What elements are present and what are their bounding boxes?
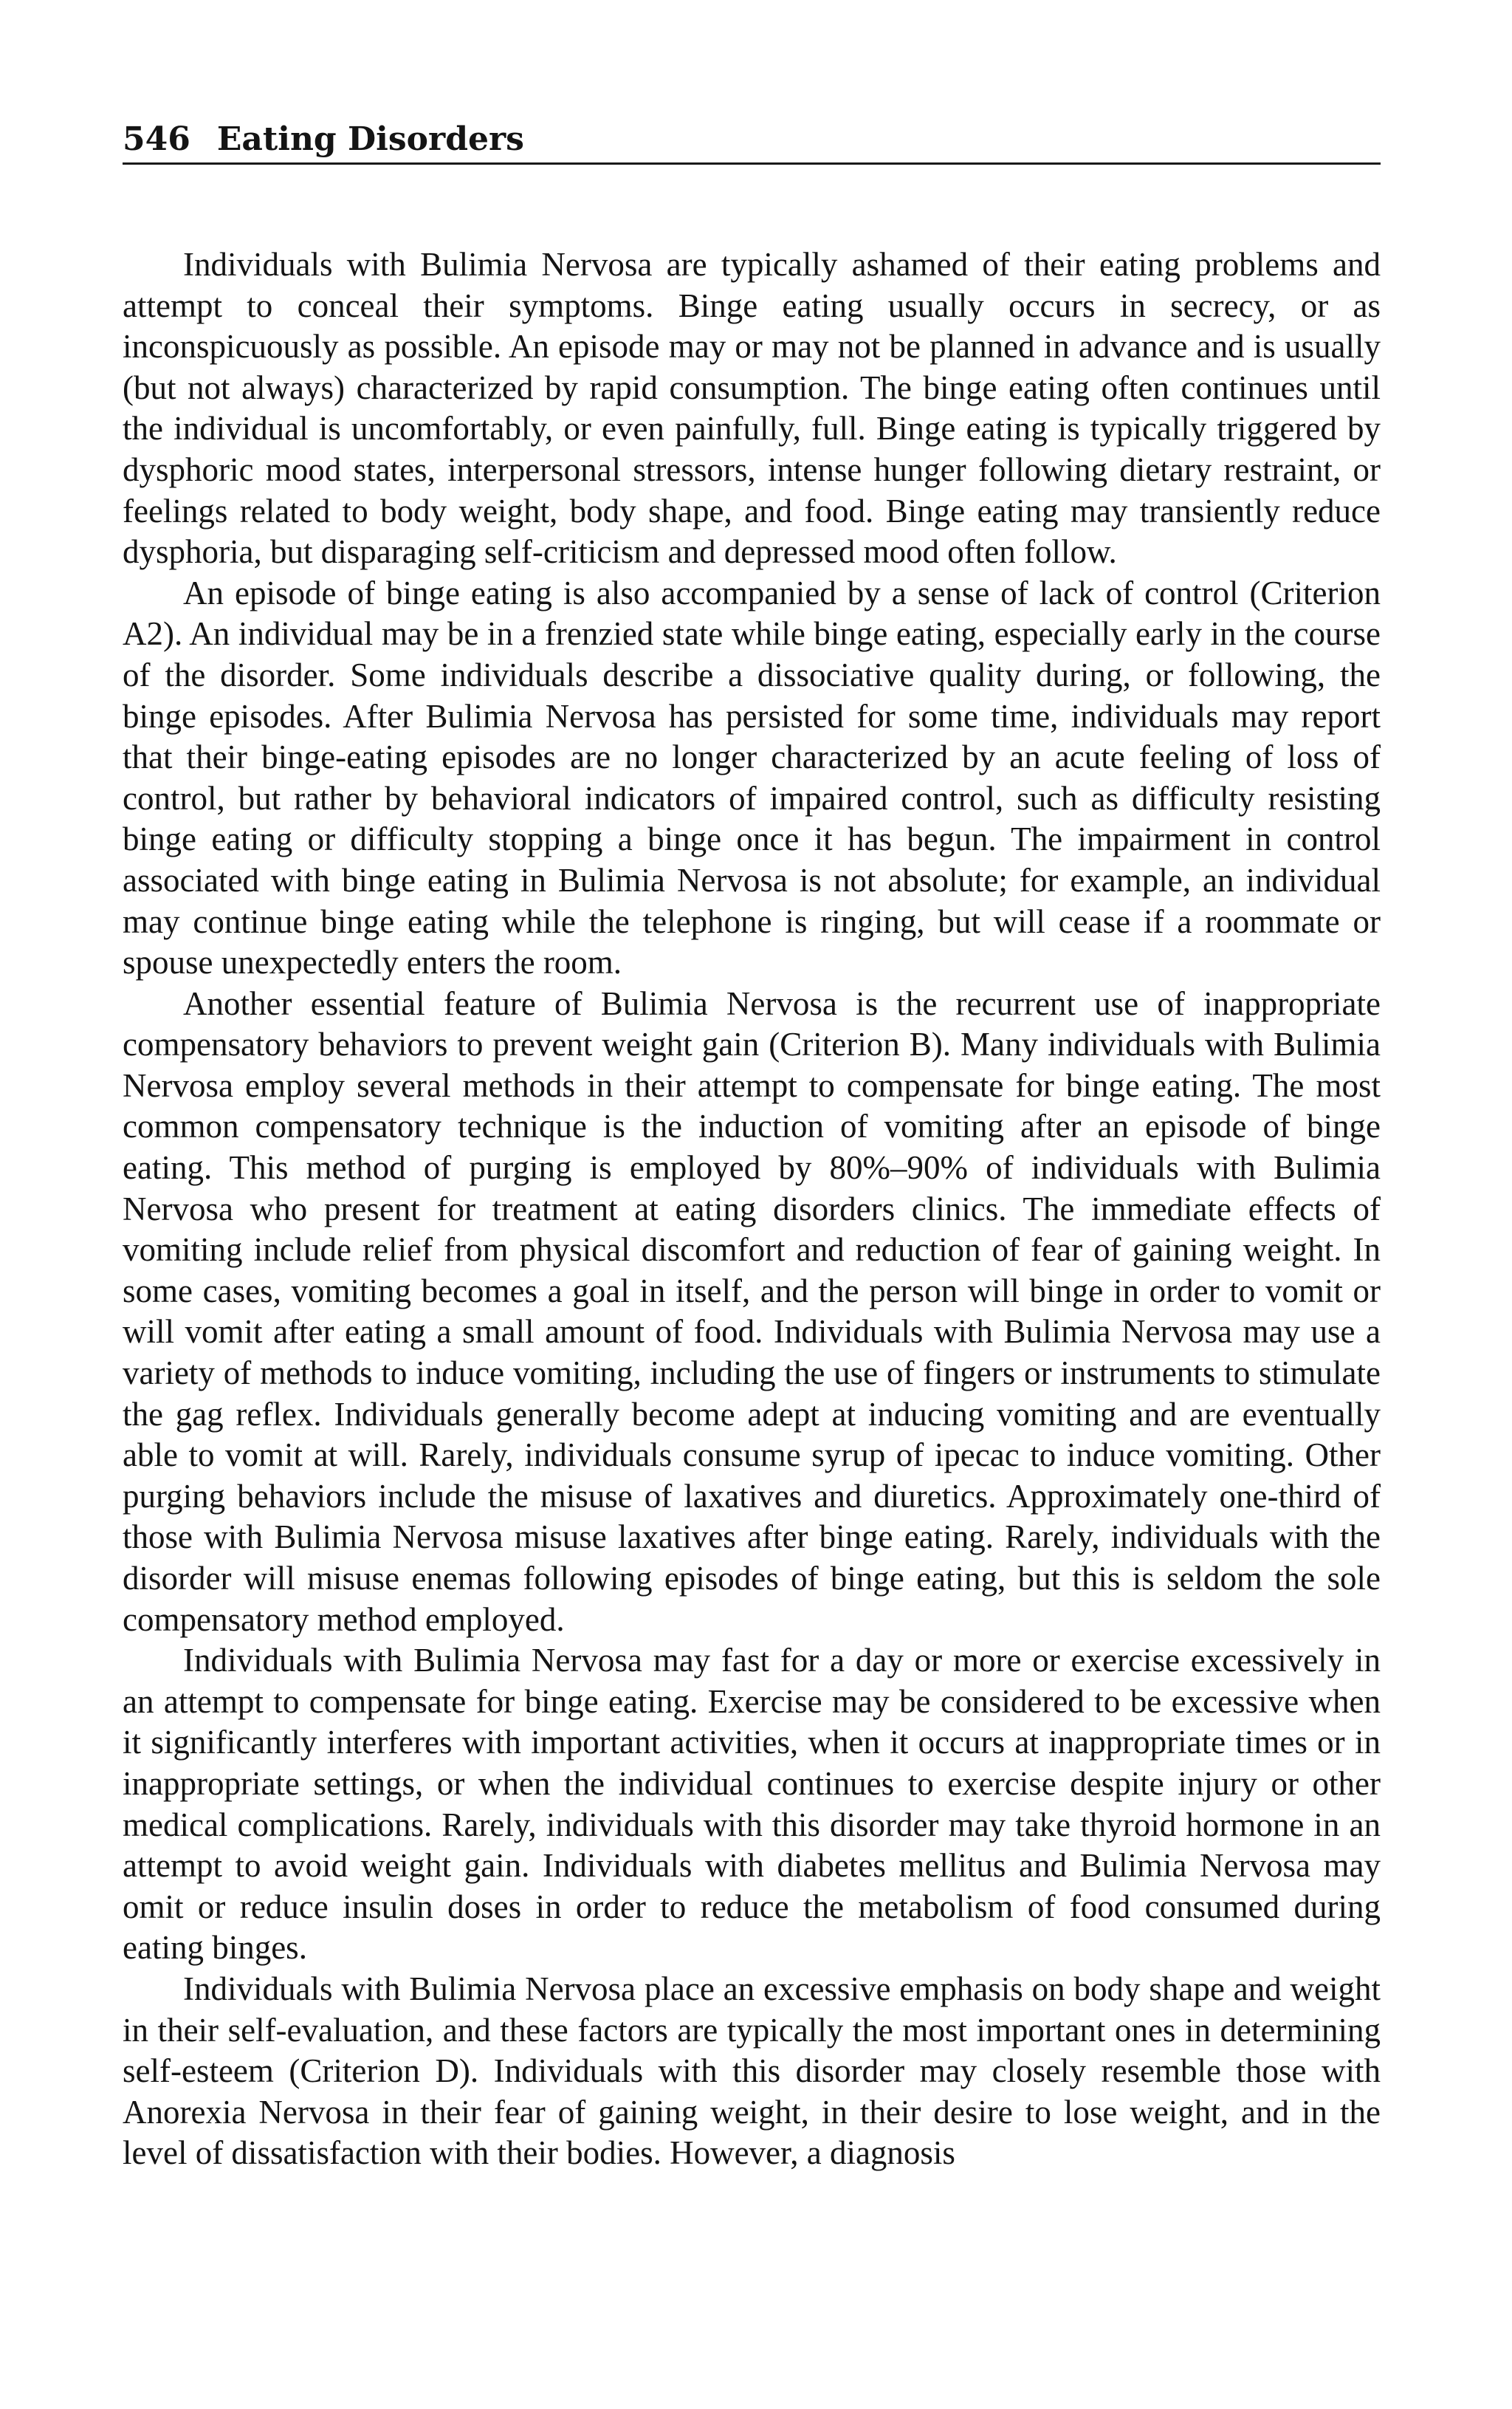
running-title: Eating Disorders [216, 120, 524, 158]
paragraph-fasting-exercise: Individuals with Bulimia Nervosa may fast for a day or more or exercise excessively in an attempt to compensate for binge eating. Exercise may be considered to be excessive when it significantly interferes with important activities, when it occurs at inappropriate times or in inappropriate settings, or when the individual continues to exercise despite injury or other medical complications. Rarely, individuals with this disorder may take thyroid hormone in an attempt to avoid weight gain. Individuals with diabetes mellitus and Bulimia Nervosa may omit or reduce insulin doses in order to reduce the metabolism of food consumed during eating binges. [123, 1642, 1381, 1967]
running-head [123, 117, 1381, 165]
paragraph-binge-secrecy: Individuals with Bulimia Nervosa are typically ashamed of their eating problems and attempt to conceal their symptoms. Binge eating usually occurs in secrecy, or as inconspicuously as possible. An episode may or may not be planned in advance and is usually (but not always) characterized by rapid consumption. The binge eating often continues until the individual is uncomfortably, or even painfully, full. Binge eating is typically triggered by dysphoric mood states, interpersonal stressors, intense hunger following dietary restraint, or feelings related to body weight, body shape, and food. Binge eating may transiently reduce dysphoria, but disparaging self-criticism and depressed mood often follow. [123, 246, 1381, 571]
paragraph-body-shape-emphasis: Individuals with Bulimia Nervosa place an excessive emphasis on body shape and weight in their self-evaluation, and these factors are typically the most important ones in determining self-esteem (Criterion D). Individuals with this disorder may closely resemble those with Anorexia Nervosa in their fear of gaining weight, in their desire to lose weight, and in the level of dissatisfaction with their bodies. However, a diagnosis [123, 1970, 1381, 2172]
body-text [123, 244, 1381, 2174]
book-page [123, 117, 1381, 2174]
paragraph-lack-of-control: An episode of binge eating is also accompanied by a sense of lack of control (Criterion A2). An individual may be in a frenzied state while binge eating, especially early in the course of the disorder. Some individuals describe a dissociative quality during, or following, the binge episodes. After Bulimia Nervosa has persisted for some time, individuals may report that their binge-eating episodes are no longer characterized by an acute feeling of loss of control, but rather by behavioral indicators of impaired control, such as difficulty resisting binge eating or difficulty stopping a binge once it has begun. The impairment in control associated with binge eating in Bulimia Nervosa is not absolute; for example, an individual may continue binge eating while the telephone is ringing, but will cease if a roommate or spouse unexpectedly enters the room. [123, 574, 1381, 981]
page-number: 546 [123, 120, 190, 158]
paragraph-compensatory-behaviors: Another essential feature of Bulimia Nervosa is the recurrent use of inappropriate compensatory behaviors to prevent weight gain (Criterion B). Many individuals with Bulimia Nervosa employ several methods in their attempt to compensate for binge eating. The most common compensatory technique is the induction of vomiting after an episode of binge eating. This method of purging is employed by 80%–90% of individuals with Bulimia Nervosa who present for treatment at eating disorders clinics. The immediate effects of vomiting include relief from physical discomfort and reduction of fear of gaining weight. In some cases, vomiting becomes a goal in itself, and the person will binge in order to vomit or will vomit after eating a small amount of food. Individuals with Bulimia Nervosa may use a variety of methods to induce vomiting, including the use of fingers or instruments to stimulate the gag reflex. Individuals generally become adept at inducing vomiting and are eventually able to vomit at will. Rarely, individuals consume syrup of ipecac to induce vomiting. Other purging behaviors include the misuse of laxatives and diuretics. Approximately one-third of those with Bulimia Nervosa misuse laxatives after binge eating. Rarely, individuals with the disorder will misuse enemas following episodes of binge eating, but this is seldom the sole compensatory method employed. [123, 984, 1381, 1638]
